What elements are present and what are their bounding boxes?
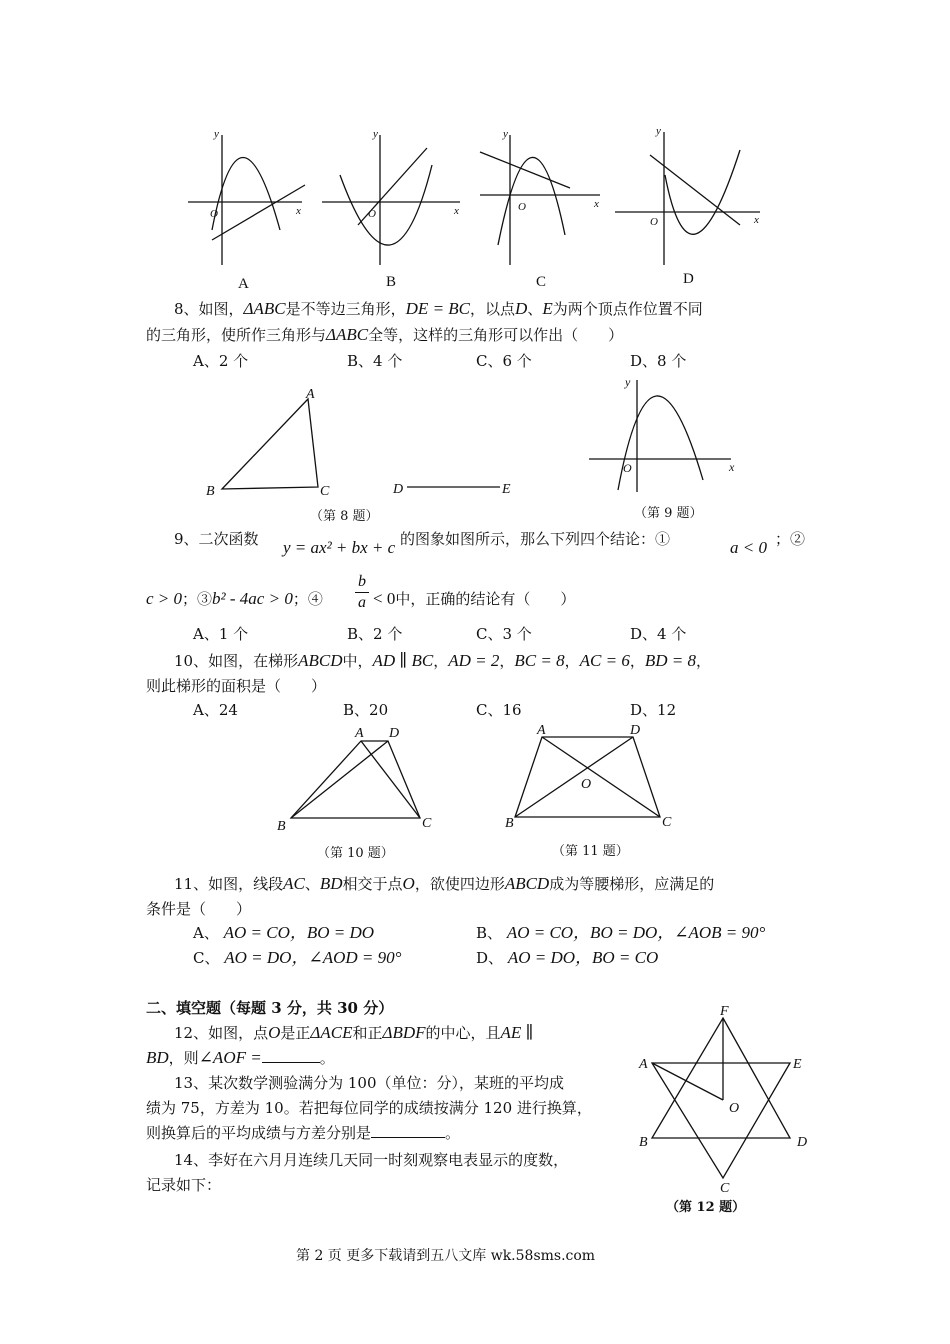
- fig8-label-e: E: [502, 482, 511, 497]
- graph-d-x-label: x: [754, 214, 759, 226]
- graph-a-line: [212, 185, 305, 240]
- q12-line1: 12、如图，点O是正ΔACE和正ΔBDF的中心，且AE ∥: [174, 1023, 534, 1042]
- fig12-label-b: B: [639, 1135, 648, 1150]
- graph-c-line: [480, 152, 570, 188]
- page-footer: 第 2 页 更多下载请到五八文库 wk.58sms.com: [296, 1248, 596, 1264]
- q10-line2: 则此梯形的面积是（ ）: [146, 677, 327, 695]
- fig10-diagonal-ac: [361, 741, 420, 818]
- q12-line2: BD，则∠AOF = 。: [146, 1048, 335, 1067]
- q9-fraction: b a: [355, 572, 369, 613]
- fig12-segment-ao: [652, 1063, 723, 1100]
- fig9-origin: O: [623, 461, 632, 475]
- fig9-y-label: y: [625, 375, 631, 389]
- fig11-label-a: A: [537, 723, 546, 738]
- q13-answer-blank[interactable]: [371, 1123, 445, 1138]
- graph-d-parabola: [665, 150, 740, 234]
- q10-option-d: D、12: [630, 701, 677, 719]
- q12-caption: （第 12 题）: [666, 1200, 746, 1215]
- fig10-trapezoid: [291, 741, 420, 818]
- q13-line1: 13、某次数学测验满分为 100（单位：分），某班的平均成: [174, 1074, 564, 1092]
- fig8-triangle: [222, 399, 318, 489]
- graph-c-x-label: x: [594, 198, 599, 210]
- graph-c-parabola: [498, 157, 565, 245]
- q9-line2-tail: < 0中，正确的结论有（ ）: [373, 589, 576, 608]
- q9-caption: （第 9 题）: [634, 506, 703, 521]
- graph-c-y-label: y: [503, 128, 508, 140]
- fig9-parabola: [618, 396, 703, 490]
- graph-b-origin: O: [368, 208, 376, 220]
- q8-de-eq-bc: DE = BC: [405, 299, 471, 318]
- q9-semi-1: ；②: [775, 530, 806, 548]
- q8-option-a: A、2 个: [193, 352, 249, 370]
- q9-line2: c > 0；③b² - 4ac > 0；④: [146, 589, 323, 608]
- q12-answer-blank[interactable]: [262, 1048, 320, 1063]
- graph-d-y-label: y: [656, 125, 661, 137]
- q10-caption: （第 10 题）: [317, 846, 394, 861]
- q11-line1: 11、如图，线段AC、BD相交于点O，欲使四边形ABCD成为等腰梯形，应满足的: [174, 874, 715, 893]
- q13-line3: 则换算后的平均成绩与方差分别是 。: [146, 1124, 461, 1142]
- fig8-label-a: A: [306, 387, 315, 402]
- figure-9: [585, 372, 745, 497]
- fig10-label-c: C: [422, 816, 432, 831]
- figure-12: [635, 1000, 820, 1195]
- graph-option-c-label: C: [536, 274, 547, 290]
- fig11-diagonal-ac: [542, 737, 660, 817]
- q10-option-c: C、16: [476, 701, 522, 719]
- fig10-label-b: B: [277, 819, 286, 834]
- fig12-label-f: F: [720, 1004, 729, 1019]
- graph-option-b-label: B: [386, 274, 397, 290]
- q9-option-a: A、1 个: [193, 625, 249, 643]
- q8-line2: 的三角形，使所作三角形与ΔABC全等，这样的三角形可以作出（ ）: [146, 325, 624, 344]
- graph-a-origin: O: [210, 208, 218, 220]
- figure-8: [200, 385, 530, 500]
- fig10-label-a: A: [355, 726, 364, 741]
- q9-conclusion-1: a < 0: [730, 538, 767, 557]
- fig12-label-o: O: [729, 1101, 740, 1116]
- fig10-diagonal-bd: [291, 741, 388, 818]
- fig12-label-a: A: [639, 1057, 648, 1072]
- fig11-diagonal-bd: [515, 737, 633, 817]
- section-2-title: 二、填空题（每题 3 分，共 30 分）: [146, 999, 394, 1017]
- graph-a-x-label: x: [296, 205, 301, 217]
- fig12-label-e: E: [793, 1057, 802, 1072]
- fig11-label-c: C: [662, 815, 672, 830]
- graph-options: [180, 120, 780, 295]
- q9-formula: y = ax² + bx + c: [283, 538, 396, 557]
- fig12-label-c: C: [720, 1181, 730, 1195]
- q11-option-d: D、 AO = DO，BO = CO: [476, 948, 659, 967]
- q8-option-b: B、4 个: [347, 352, 403, 370]
- fig8-label-c: C: [320, 484, 330, 499]
- graph-option-d-label: D: [683, 271, 694, 287]
- q8-option-d: D、8 个: [630, 352, 687, 370]
- q14-line2: 记录如下：: [146, 1176, 222, 1194]
- fig12-triangle-ace: [652, 1063, 790, 1178]
- fig11-label-b: B: [505, 816, 514, 831]
- q9-conclusion-2: c > 0: [146, 589, 183, 608]
- q8-caption: （第 8 题）: [310, 509, 379, 524]
- graph-b-x-label: x: [454, 205, 459, 217]
- q11-option-c: C、 AO = DO，∠AOD = 90°: [193, 948, 402, 967]
- fig8-label-b: B: [206, 484, 215, 499]
- q9-line1: 9、二次函数: [174, 530, 259, 548]
- q10-option-b: B、20: [343, 701, 389, 719]
- q13-line2: 绩为 75，方差为 10。若把每位同学的成绩按满分 120 进行换算，: [146, 1099, 592, 1117]
- q9-option-d: D、4 个: [630, 625, 687, 643]
- q10-line1: 10、如图，在梯形ABCD中，AD ∥ BC，AD = 2，BC = 8，AC = 6，BD = 8，: [174, 651, 712, 670]
- q9-option-c: C、3 个: [476, 625, 532, 643]
- figure-11: [500, 720, 680, 835]
- fig8-label-d: D: [393, 482, 404, 497]
- q8-line1: 8、如图，ΔABC是不等边三角形，DE = BC，以点D、E为两个顶点作位置不同: [174, 299, 703, 318]
- q11-line2: 条件是（ ）: [146, 900, 252, 918]
- graph-d-origin: O: [650, 216, 658, 228]
- q9-conclusion-3: b² - 4ac > 0: [212, 589, 293, 608]
- q10-option-a: A、24: [193, 701, 238, 719]
- graph-b-parabola: [340, 165, 432, 245]
- graph-a-y-label: y: [214, 128, 219, 140]
- q8-option-c: C、6 个: [476, 352, 532, 370]
- q14-line1: 14、李好在六月月连续几天同一时刻观察电表显示的度数，: [174, 1151, 569, 1169]
- q9-option-b: B、2 个: [347, 625, 403, 643]
- fig9-x-label: x: [729, 460, 735, 474]
- figure-10: [275, 722, 445, 837]
- q8-triangle-abc: ΔABC: [243, 299, 286, 318]
- q11-caption: （第 11 题）: [552, 844, 629, 859]
- q11-option-a: A、 AO = CO，BO = DO: [193, 923, 375, 942]
- fig11-label-d: D: [630, 723, 641, 738]
- q11-option-b: B、 AO = CO，BO = DO，∠AOB = 90°: [476, 923, 766, 942]
- fig11-label-o: O: [581, 777, 592, 792]
- fig12-triangle-bdf: [652, 1018, 790, 1138]
- graph-b-y-label: y: [373, 128, 378, 140]
- graph-option-a-label: A: [238, 276, 249, 292]
- graph-c-origin: O: [518, 201, 526, 213]
- q9-line1-tail: 的图象如图所示，那么下列四个结论：①: [400, 530, 671, 548]
- fig10-label-d: D: [389, 726, 400, 741]
- fig12-label-d: D: [797, 1135, 808, 1150]
